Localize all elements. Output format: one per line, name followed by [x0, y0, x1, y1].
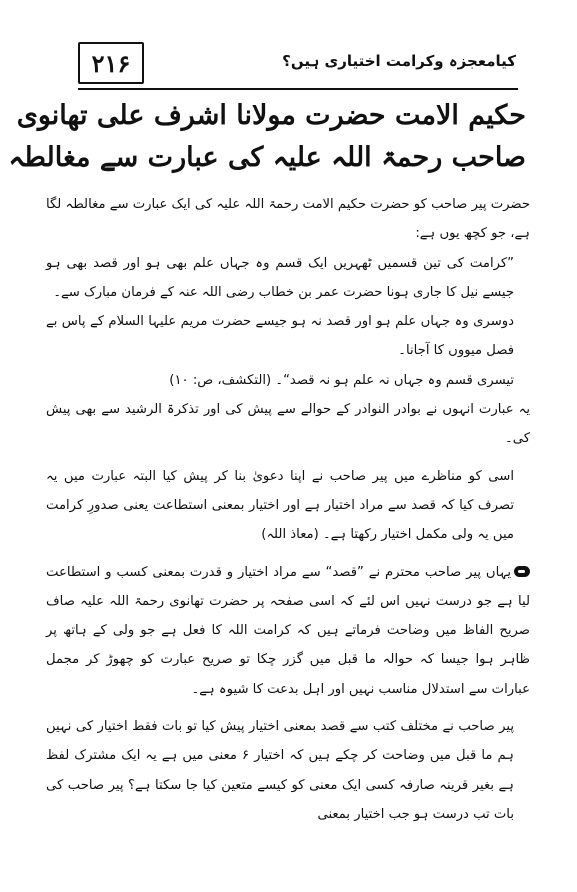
paragraph-source: یہ عبارت انہوں نے بوادر النوادر کے حوالے سے پیش کی اور تذکرۃ الرشید سے بھی پیش کی۔ [46, 402, 530, 447]
paragraph-intro: حضرت پیر صاحب کو حضرت حکیم الامت رحمۃ اللہ علیہ کی ایک عبارت سے مغالطہ لگا ہے، جو کچھ یوں ہے: [46, 197, 530, 242]
chapter-title-line-2: صاحب رحمۃ اللہ علیہ کی عبارت سے مغالطہ [8, 142, 526, 173]
paragraph-debate: اسی کو مناظرے میں پیر صاحب نے اپنا دعویٰ بنا کر پیش کیا البتہ عبارت میں یہ تصرف کیا کہ قصد سے مراد اختیار ہے اور اختیار بمعنی استطاعت یعنی صدورِ کرامت میں یہ ولی مکمل اختیار رکھتا ہے۔ (معاذ اللہ) [46, 468, 514, 543]
body-text [46, 190, 530, 829]
quote-paragraph-1: ”کرامت کی تین قسمیں ٹھہریں ایک قسم وہ جہاں علم بھی ہو اور قصد بھی ہو جیسے نیل کا جاری ہونا حضرت عمر بن خطاب رضی اللہ عنہ کے فرمان مبارک سے۔ [46, 255, 514, 300]
quote-paragraph-2: دوسری وہ جہاں علم ہو اور قصد نہ ہو جیسے حضرت مریم علیہا السلام کے پاس بے فصل میووں کا آجانا۔ [46, 314, 514, 359]
page-header [78, 40, 518, 90]
note-text: یہاں پیر صاحب محترم نے ”قصد“ سے مراد اختیار و قدرت بمعنی کسب و استطاعت لیا ہے جو درست نہیں اس لئے کہ اسی صفحہ پر حضرت تھانوی رحمۃ اللہ علیہ صاف صریح الفاظ میں وضاحت فرماتے ہیں کہ کرامت اللہ کا فعل ہے جو ولی کے ہاتھ پر ظاہر ہوا جیسا کہ حوالہ ما قبل میں گزر چکا تو صریح عبارت کو چھوڑ کر مجمل عبارات سے استدلال مناسب نہیں اور اہل بدعت کا شیوہ ہے۔ [46, 564, 530, 697]
paragraph-ikhtiyar: پیر صاحب نے مختلف کتب سے قصد بمعنی اختیار پیش کیا تو بات فقط اختیار کی نہیں ہم ما قبل میں وضاحت کر چکے ہیں کہ اختیار ۶ معنی میں ہے یہ ایک مشترک لفظ ہے بغیر قرینہ صارفہ کسی ایک معنی کو کیسے متعین کیا جا سکتا ہے؟ پیر صاحب کی بات تب درست ہو جب اختیار بمعنی [46, 719, 515, 822]
note-icon [514, 566, 530, 577]
paragraph-note [46, 558, 530, 704]
chapter-title-line-1: حکیم الامت حضرت مولانا اشرف علی تھانوی [16, 100, 526, 131]
quote-paragraph-3: تیسری قسم وہ جہاں نہ علم ہو نہ قصد“۔ (التکشف، ص: ۱۰) [169, 372, 514, 388]
running-title: کیامعجزہ وکرامت اختیاری ہیں؟ [282, 52, 516, 70]
page-number: ۲۱۶ [78, 42, 144, 84]
